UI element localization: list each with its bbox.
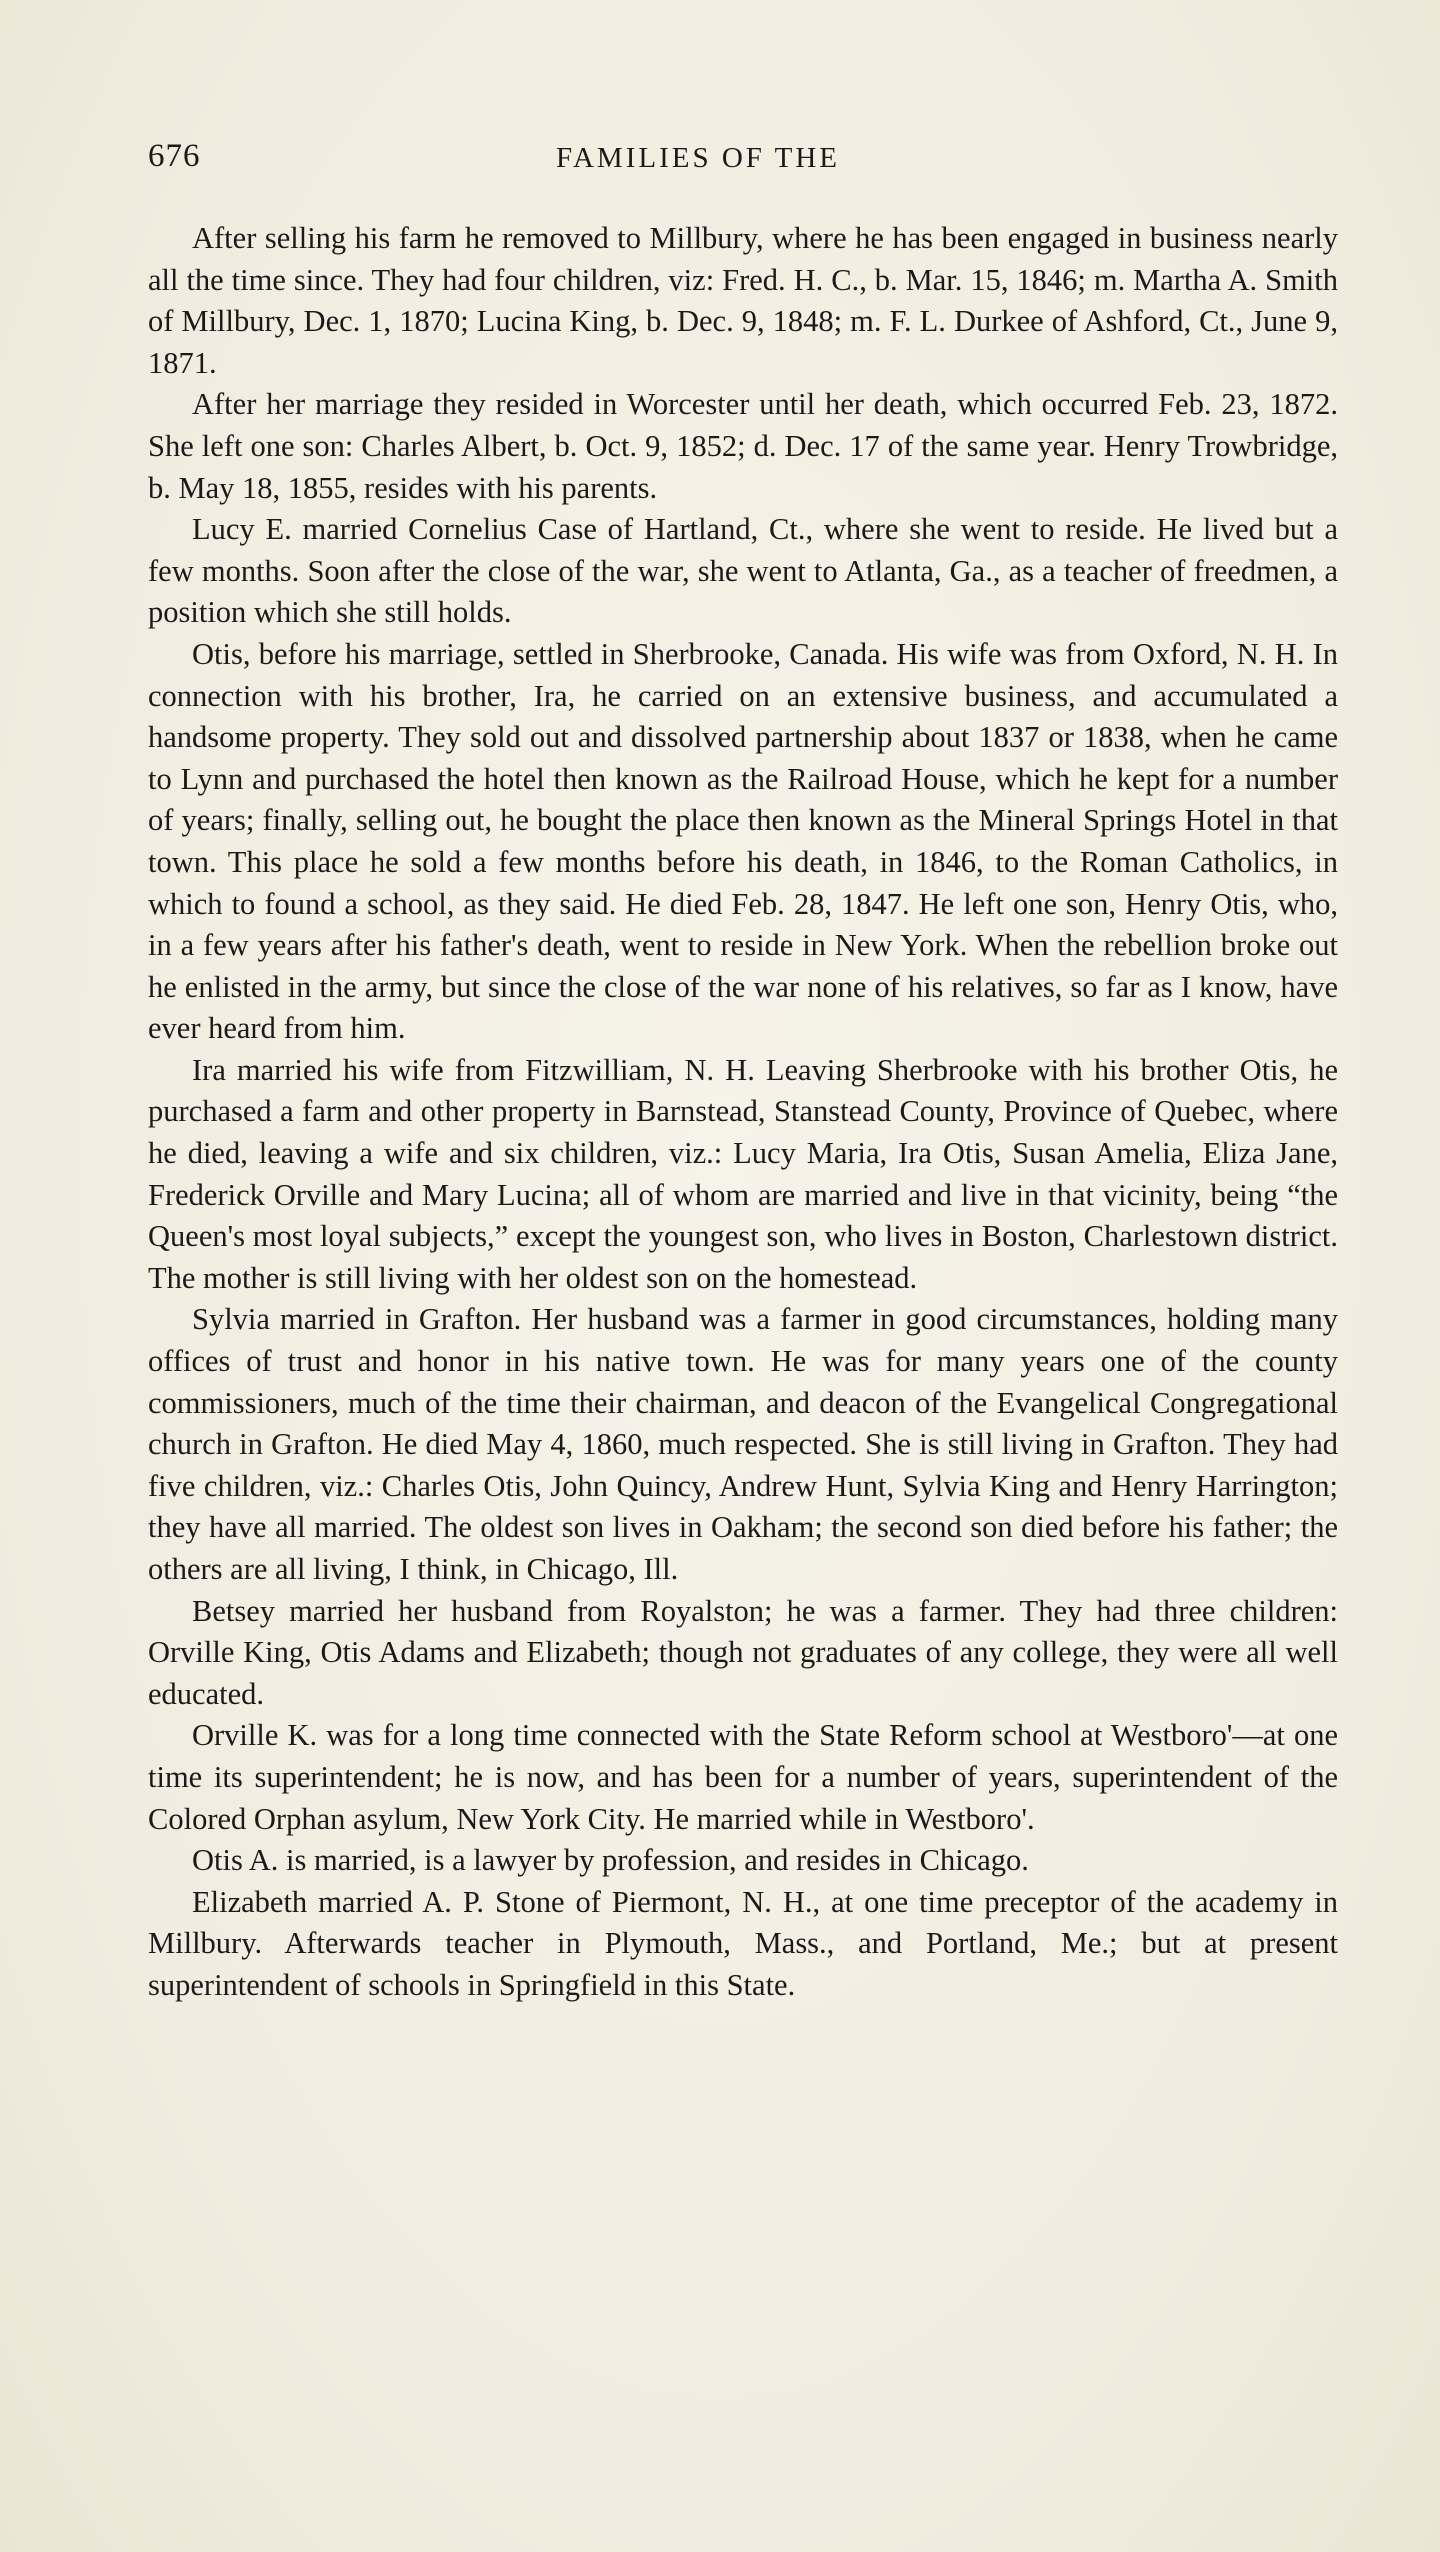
paragraph-ira: Ira married his wife from Fitzwilliam, N. H. Leaving Sherbrooke with his brother Otis, he purchased a farm and other property in Barnstead, Stanstead County, Province of Quebec, where he died, leaving a wife and six children, viz.: Lucy Maria, Ira Otis, Susan Amelia, Eliza Jane, Frederick Orville and Mary Lucina; all of whom are married and live in that vicinity, being “the Queen's most loyal subjects,” except the youngest son, who lives in Boston, Charlestown district. The mother is still living with her oldest son on the homestead. bbox=[148, 1052, 1338, 1295]
paragraph-orville: Orville K. was for a long time connected with the State Reform school at Westboro'—at one time its superintendent; he is now, and has been for a number of years, superintendent of the Colored Orphan asylum, New York City. He married while in Westboro'. bbox=[148, 1718, 1338, 1836]
page-header-title: FAMILIES OF THE bbox=[556, 142, 840, 174]
paragraph-betsey: Betsey married her husband from Royalston; he was a farmer. They had three children: Orville King, Otis Adams and Elizabeth; though not graduates of any college, they were all well educated. bbox=[148, 1593, 1338, 1711]
paragraph-worcester: After her marriage they resided in Worcester until her death, which occurred Feb. 23, 1872. She left one son: Charles Albert, b. Oct. 9, 1852; d. Dec. 17 of the same year. Henry Trowbridge, b. May 18, 1855, resides with his parents. bbox=[148, 387, 1338, 505]
paragraph-millbury: After selling his farm he removed to Millbury, where he has been engaged in business nearly all the time since. They had four children, viz: Fred. H. C., b. Mar. 15, 1846; m. Martha A. Smith of Millbury, Dec. 1, 1870; Lucina King, b. Dec. 9, 1848; m. F. L. Durkee of Ashford, Ct., June 9, 1871. bbox=[148, 221, 1338, 380]
running-head bbox=[148, 138, 1338, 182]
paragraph-elizabeth: Elizabeth married A. P. Stone of Piermont, N. H., at one time preceptor of the academy in Millbury. Afterwards teacher in Plymouth, Mass., and Portland, Me.; but at present superintendent of schools in Springfield in this State. bbox=[148, 1884, 1338, 2002]
body-text bbox=[148, 218, 1338, 2007]
page-number: 676 bbox=[148, 138, 201, 174]
paragraph-otis-adams: Otis A. is married, is a lawyer by profession, and resides in Chicago. bbox=[192, 1843, 1029, 1878]
paragraph-otis: Otis, before his marriage, settled in Sherbrooke, Canada. His wife was from Oxford, N. H. In connection with his brother, Ira, he carried on an extensive business, and accumulated a handsome property. They sold out and dissolved partnership about 1837 or 1838, when he came to Lynn and purchased the hotel then known as the Railroad House, which he kept for a number of years; finally, selling out, he bought the place then known as the Mineral Springs Hotel in that town. This place he sold a few months before his death, in 1846, to the Roman Catholics, in which to found a school, as they said. He died Feb. 28, 1847. He left one son, Henry Otis, who, in a few years after his father's death, went to reside in New York. When the rebellion broke out he enlisted in the army, but since the close of the war none of his relatives, so far as I know, have ever heard from him. bbox=[148, 636, 1338, 1046]
paragraph-sylvia: Sylvia married in Grafton. Her husband was a farmer in good circumstances, holding many offices of trust and honor in his native town. He was for many years one of the county commissioners, much of the time their chairman, and deacon of the Evangelical Congregational church in Grafton. He died May 4, 1860, much respected. She is still living in Grafton. They had five children, viz.: Charles Otis, John Quincy, Andrew Hunt, Sylvia King and Henry Harrington; they have all married. The oldest son lives in Oakham; the second son died before his father; the others are all living, I think, in Chicago, Ill. bbox=[148, 1302, 1338, 1586]
paragraph-lucy: Lucy E. married Cornelius Case of Hartland, Ct., where she went to reside. He lived but a few months. Soon after the close of the war, she went to Atlanta, Ga., as a teacher of freedmen, a position which she still holds. bbox=[148, 512, 1338, 630]
